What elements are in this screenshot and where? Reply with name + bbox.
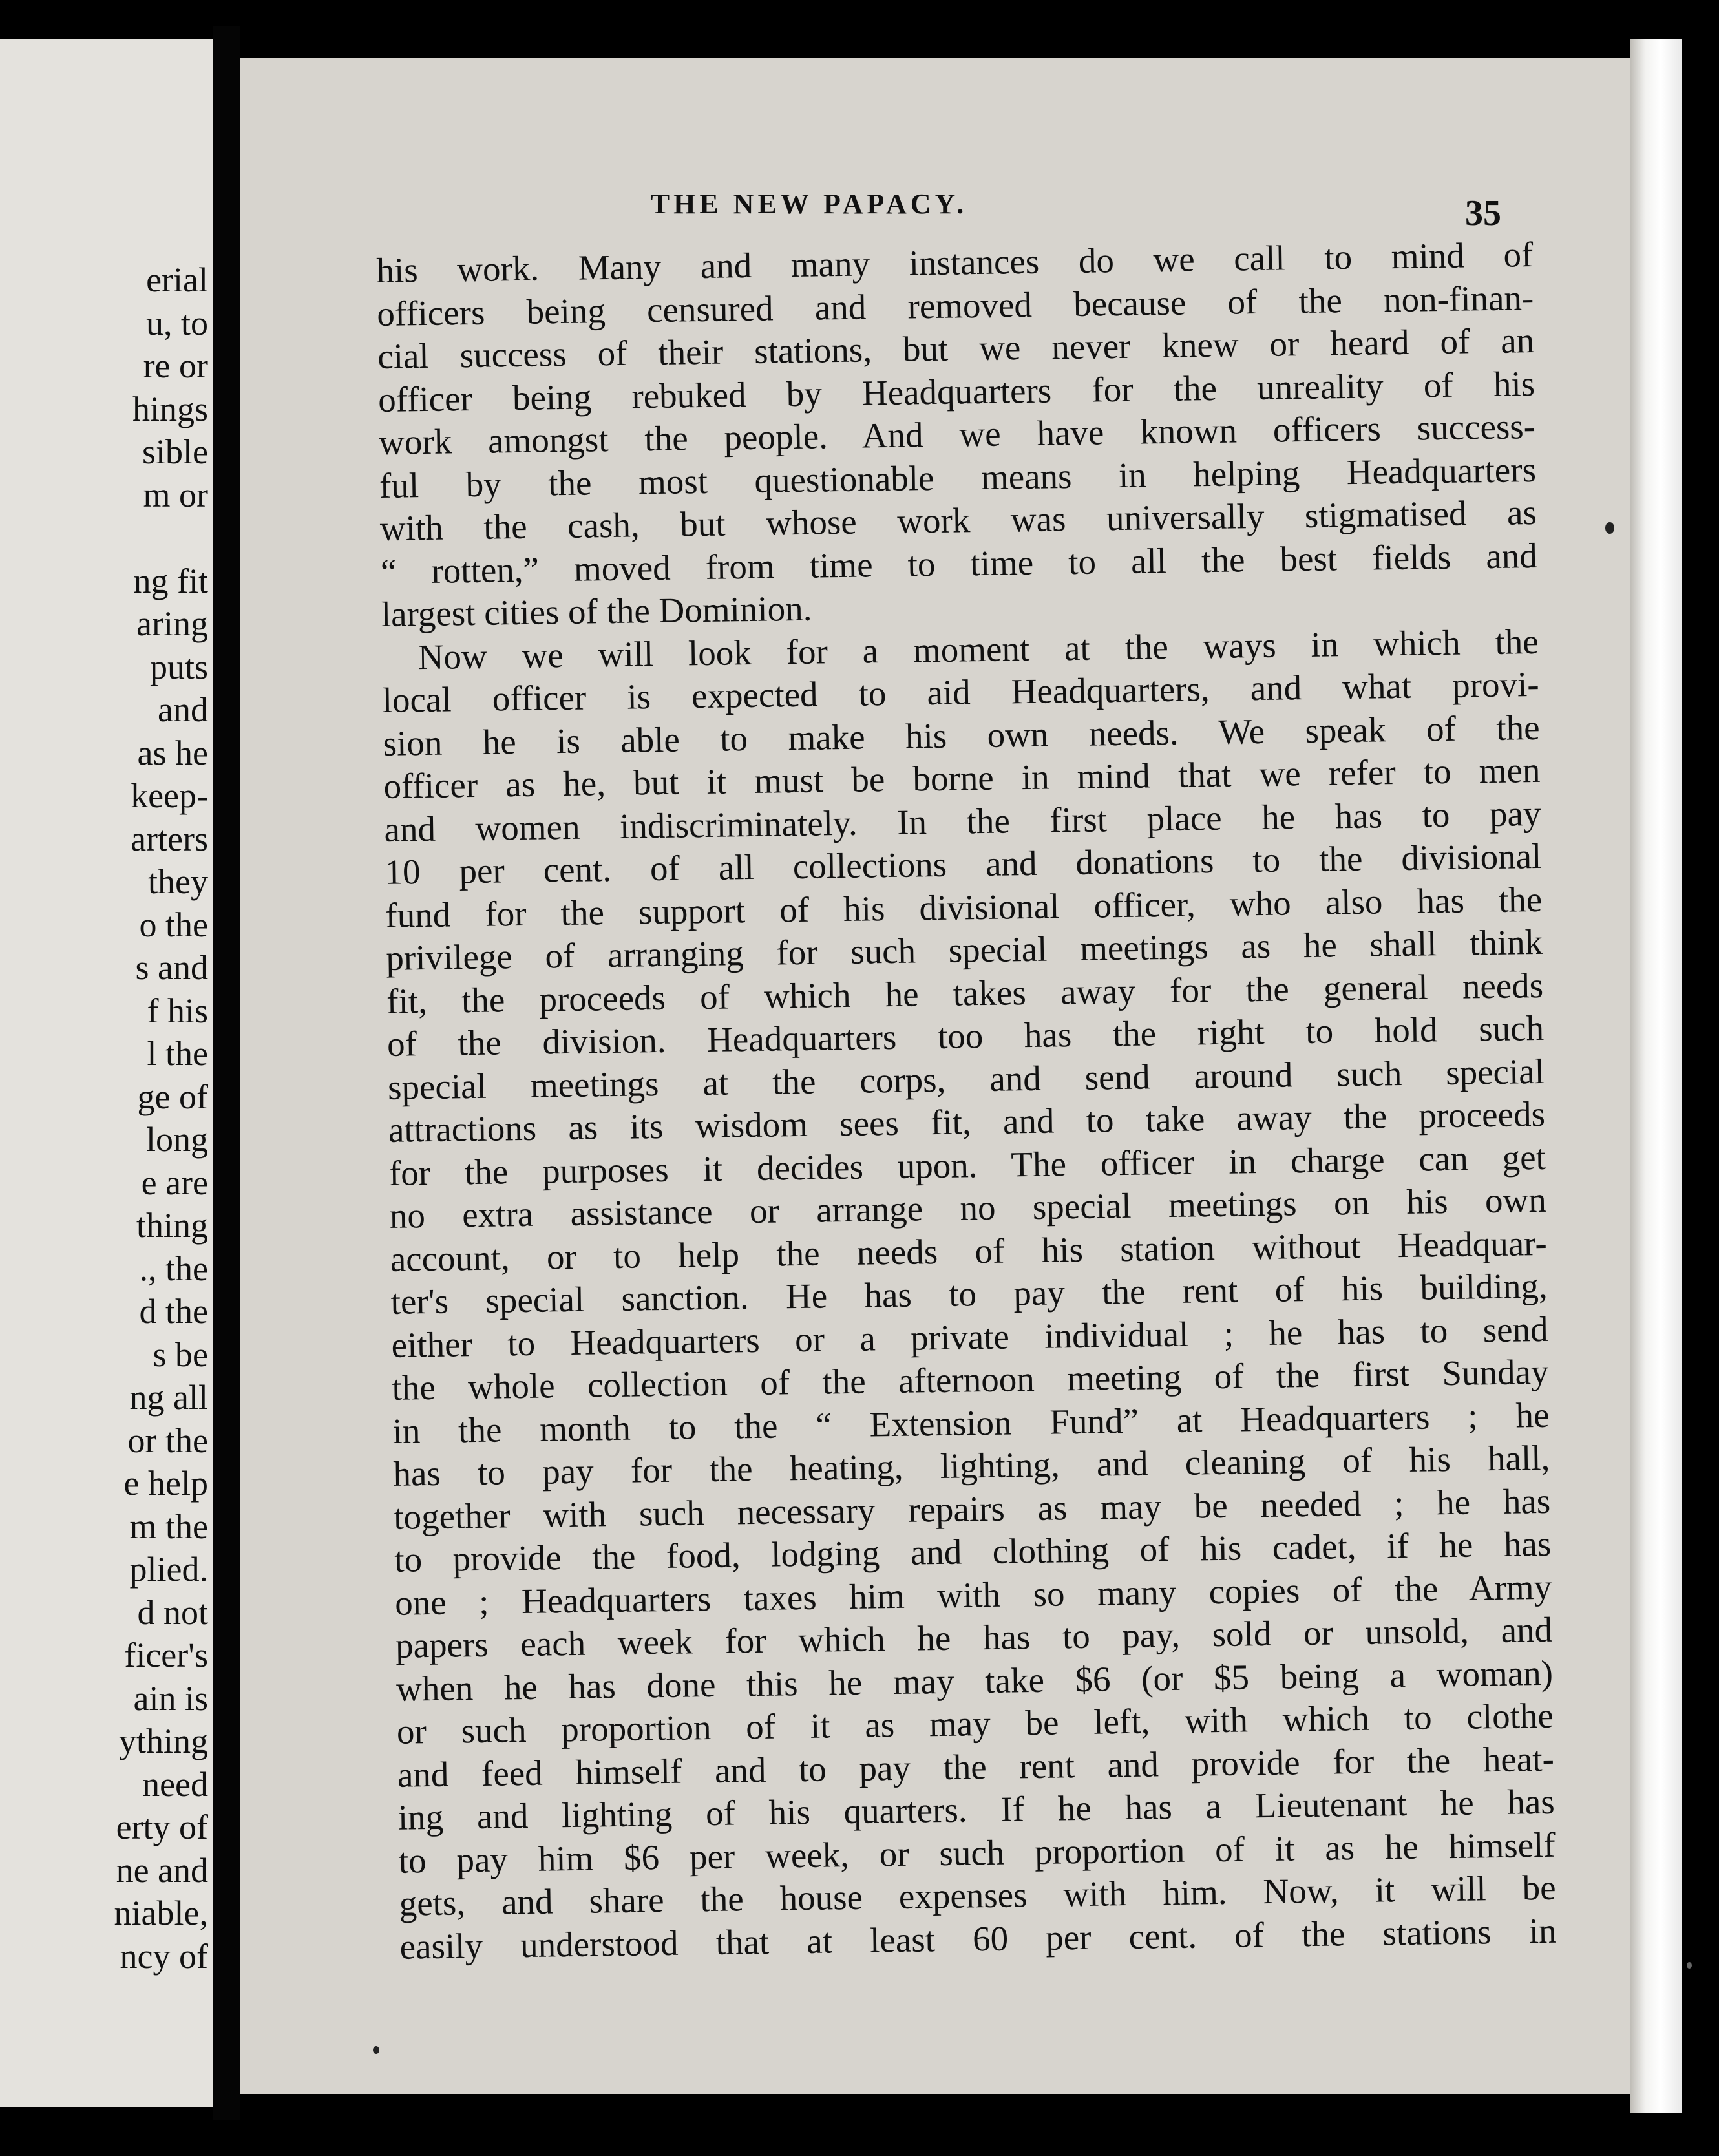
dust-speck	[1687, 1962, 1692, 1969]
facing-line: re or	[143, 346, 208, 385]
facing-line: erial	[146, 260, 208, 299]
facing-line: sible	[142, 432, 208, 471]
text-line: no extra assistance or arrange no special meetings on his own	[389, 1179, 1547, 1236]
facing-line: e are	[141, 1163, 208, 1202]
facing-line: o the	[139, 905, 208, 944]
text-line: and feed himself and to pay the rent and provide for the heat-	[397, 1739, 1555, 1795]
facing-line: ne and	[116, 1850, 208, 1890]
facing-line: long	[145, 1120, 208, 1159]
running-head: THE NEW PAPACY.	[650, 188, 968, 220]
text-line: sion he is able to make his own needs. We speak of the	[383, 707, 1540, 763]
page-edges	[1630, 39, 1682, 2113]
text-line: or such proportion of it as may be left, with which to clothe	[396, 1695, 1554, 1751]
facing-line: need	[142, 1764, 208, 1804]
paragraph	[381, 620, 1557, 1968]
book-page	[240, 58, 1630, 2094]
text-line: has to pay for the heating, lighting, and cleaning of his hall,	[393, 1437, 1550, 1494]
text-line: easily understood that at least 60 per cent. of the stations in	[399, 1910, 1557, 1967]
text-line: officer being rebuked by Headquarters for the unreality of his	[377, 363, 1535, 419]
text-line: attractions as its wisdom sees fit, and to take away the proceeds	[388, 1094, 1546, 1150]
text-line: either to Headquarters or a private individual ; he has to send	[391, 1309, 1548, 1365]
text-line: his work. Many and many instances do we call to mind of	[376, 235, 1534, 290]
text-line: officers being censured and removed because of the non-finan-	[376, 277, 1534, 333]
facing-line: hings	[132, 389, 208, 428]
facing-line: l the	[147, 1034, 208, 1073]
text-line: account, or to help the needs of his station without Headquar-	[390, 1223, 1548, 1279]
text-line: one ; Headquarters taxes him with so many copies of the Army	[394, 1567, 1552, 1623]
text-line: when he has done this he may take $6 (or $5 being a woman)	[395, 1653, 1554, 1709]
facing-line: arters	[131, 819, 208, 858]
facing-line: ge of	[137, 1077, 208, 1116]
book-gutter	[213, 26, 240, 2120]
text-line: special meetings at the corps, and send around such special	[387, 1051, 1545, 1107]
facing-line: ng all	[129, 1378, 208, 1417]
facing-line: as he	[137, 733, 208, 772]
text-line: for the purposes it decides upon. The officer in charge can get	[388, 1137, 1546, 1193]
facing-line: keep-	[131, 776, 208, 815]
dust-speck	[373, 2046, 379, 2054]
facing-line: s and	[135, 948, 208, 987]
facing-line: m or	[143, 475, 208, 514]
text-line: 10 per cent. of all collections and donations to the divisional	[385, 836, 1542, 892]
facing-line: they	[148, 862, 208, 901]
facing-line	[0, 516, 208, 560]
text-line: to pay him $6 per week, or such proportion of it as he himself	[398, 1824, 1556, 1881]
facing-line: or the	[127, 1421, 208, 1460]
text-line: officer as he, but it must be borne in mind that we refer to men	[383, 750, 1541, 806]
text-line: ing and lighting of his quarters. If he has a Lieutenant he has	[397, 1781, 1556, 1837]
facing-page-fragment	[0, 39, 213, 2107]
facing-line: ain is	[133, 1678, 208, 1718]
facing-line: e help	[123, 1464, 208, 1503]
facing-line: f his	[147, 991, 208, 1030]
text-line: in the month to the “ Extension Fund” at Headquarters ; he	[392, 1395, 1550, 1451]
facing-line: and	[158, 690, 208, 729]
text-line: ful by the most questionable means in helping Headquarters	[379, 449, 1537, 505]
text-line: largest cities of the Dominion.	[381, 588, 812, 634]
text-line: fund for the support of his divisional officer, who also has the	[385, 879, 1543, 935]
dust-speck	[1605, 522, 1614, 534]
paragraph	[376, 233, 1538, 636]
facing-line: aring	[136, 604, 208, 643]
facing-line: erty of	[116, 1808, 208, 1846]
text-line: ter's special sanction. He has to pay the rent of his building,	[390, 1265, 1548, 1322]
facing-page-text	[0, 259, 208, 1978]
facing-line: ything	[118, 1722, 208, 1760]
facing-line: ncy of	[120, 1936, 208, 1976]
text-line: together with such necessary repairs as may be needed ; he has	[393, 1481, 1551, 1537]
text-line: to provide the food, lodging and clothing of his cadet, if he has	[394, 1523, 1552, 1580]
text-line: privilege of arranging for such special meetings as he shall think	[385, 922, 1543, 978]
facing-line: plied.	[129, 1550, 208, 1589]
text-line: papers each week for which he has to pay, sold or unsold, and	[395, 1609, 1553, 1665]
facing-line: d not	[137, 1592, 208, 1632]
facing-line: ng fit	[133, 561, 208, 600]
text-line: work amongst the people. And we have known officers success-	[378, 406, 1536, 462]
text-line: the whole collection of the afternoon meeting of the first Sunday	[392, 1351, 1549, 1408]
body-text	[376, 233, 1557, 1969]
facing-line: puts	[149, 647, 208, 686]
facing-line: u, to	[145, 303, 208, 343]
text-line: gets, and share the house expenses with him. Now, it will be	[399, 1867, 1556, 1923]
facing-line: niable,	[114, 1894, 208, 1932]
facing-line: s be	[153, 1335, 208, 1374]
text-line: Now we will look for a moment at the ways in which the	[417, 621, 1539, 677]
text-line: and women indiscriminately. In the first place he has to pay	[384, 793, 1541, 849]
text-line: of the division. Headquarters too has the right to hold such	[386, 1008, 1545, 1064]
facing-line: m the	[129, 1506, 208, 1546]
facing-line: thing	[136, 1206, 208, 1245]
facing-line: ., the	[139, 1249, 208, 1288]
facing-line: d the	[139, 1292, 208, 1331]
text-line: with the cash, but whose work was universally stigmatised as	[379, 492, 1537, 548]
facing-line: ficer's	[124, 1636, 208, 1675]
text-line: cial success of their stations, but we never knew or heard of an	[377, 320, 1535, 376]
page-number: 35	[1465, 193, 1501, 233]
text-line: “ rotten,” moved from time to time to all the best fields and	[380, 535, 1538, 591]
text-line: local officer is expected to aid Headquarters, and what provi-	[382, 664, 1539, 720]
text-line: fit, the proceeds of which he takes away for the general needs	[386, 965, 1544, 1021]
